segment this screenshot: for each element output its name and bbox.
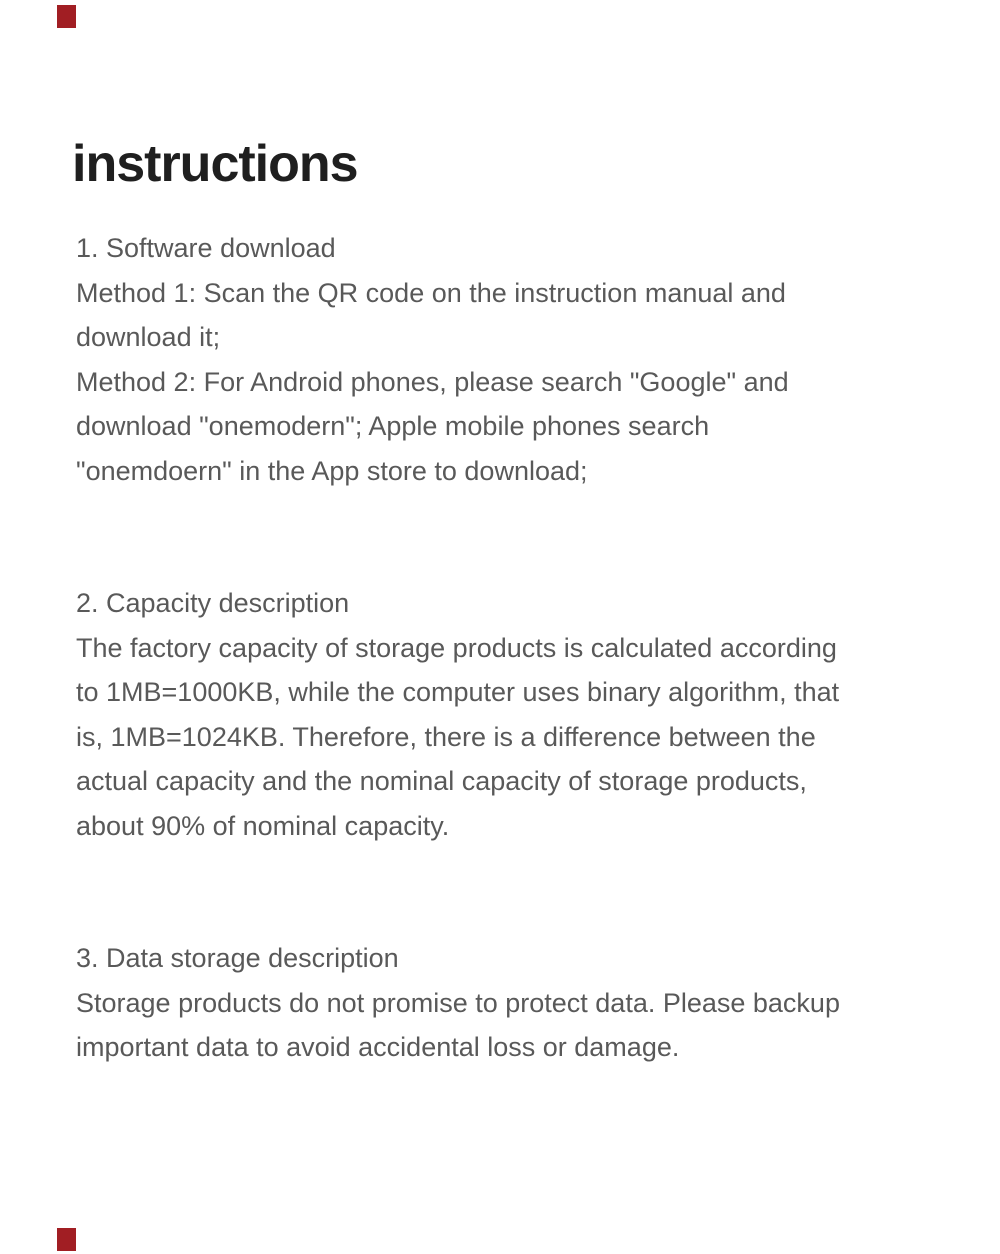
page-title: instructions	[72, 135, 358, 193]
section-heading: 2. Capacity description	[76, 588, 350, 618]
red-banner-fragment-top	[57, 5, 76, 28]
section-data-storage-description	[76, 936, 976, 1070]
body-line: Storage products do not promise to protect data. Please backup	[76, 987, 840, 1018]
red-banner-fragment-bottom	[57, 1228, 76, 1251]
body-line: The factory capacity of storage products is calculated according	[76, 632, 837, 663]
body-line: "onemdoern" in the App store to download;	[76, 455, 588, 486]
body-line: actual capacity and the nominal capacity of storage products,	[76, 766, 807, 796]
section-capacity-description	[76, 581, 976, 848]
section-software-download	[76, 226, 976, 493]
body-line: important data to avoid accidental loss or damage.	[76, 1032, 680, 1062]
body-line: Method 2: For Android phones, please search "Google" and	[76, 366, 789, 397]
body-line: about 90% of nominal capacity.	[76, 810, 450, 841]
body-line: Method 1: Scan the QR code on the instruction manual and	[76, 277, 786, 308]
body-line: download it;	[76, 322, 221, 352]
section-heading: 3. Data storage description	[76, 943, 399, 973]
body-line: download "onemodern"; Apple mobile phones search	[76, 411, 710, 441]
section-heading: 1. Software download	[76, 233, 336, 263]
body-line: is, 1MB=1024KB. Therefore, there is a difference between the	[76, 721, 816, 752]
body-line: to 1MB=1000KB, while the computer uses binary algorithm, that	[76, 677, 840, 707]
